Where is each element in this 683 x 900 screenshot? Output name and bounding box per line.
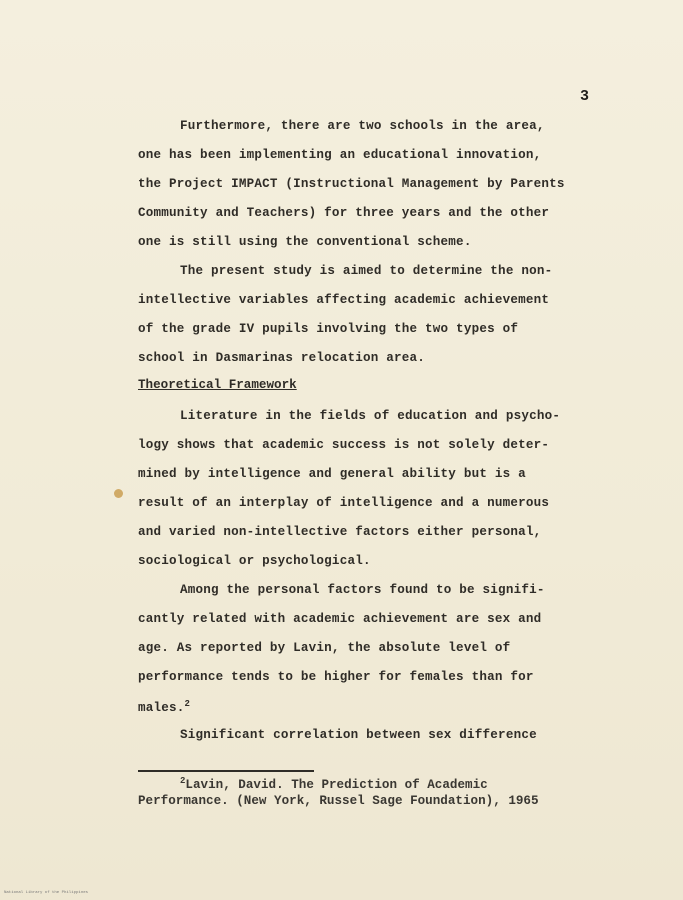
text-line: intellective variables affecting academic achievement bbox=[138, 293, 550, 307]
page-number: 3 bbox=[580, 88, 590, 105]
footnote-marker: 2 bbox=[180, 776, 186, 786]
text-line: one is still using the conventional scheme. bbox=[138, 235, 472, 249]
text-line: logy shows that academic success is not solely deter- bbox=[138, 438, 550, 452]
text-line: Furthermore, there are two schools in the area, bbox=[180, 119, 545, 133]
text-line: Literature in the fields of education and psycho- bbox=[180, 409, 561, 423]
text-fragment: males. bbox=[138, 701, 185, 716]
text-line: of the grade IV pupils involving the two types of bbox=[138, 322, 519, 336]
text-line: result of an interplay of intelligence and a numerous bbox=[138, 496, 550, 510]
text-line: mined by intelligence and general ability but is a bbox=[138, 467, 526, 481]
footnote-rule bbox=[138, 770, 314, 772]
section-heading: Theoretical Framework bbox=[138, 378, 297, 392]
text-line: Community and Teachers) for three years and the other bbox=[138, 206, 550, 220]
text-line: school in Dasmarinas relocation area. bbox=[138, 351, 426, 365]
footnote-reference: 2 bbox=[184, 699, 191, 709]
ink-stain bbox=[114, 489, 123, 498]
text-line: Significant correlation between sex difference bbox=[180, 728, 537, 742]
footnote-line bbox=[180, 776, 488, 792]
text-line: age. As reported by Lavin, the absolute level of bbox=[138, 641, 511, 655]
text-line: performance tends to be higher for females than for bbox=[138, 670, 534, 684]
text-line bbox=[138, 699, 190, 715]
text-line: cantly related with academic achievement are sex and bbox=[138, 612, 542, 626]
footnote-text: Lavin, David. The Prediction of Academic bbox=[185, 778, 488, 793]
text-line: the Project IMPACT (Instructional Management by Parents bbox=[138, 177, 565, 191]
footnote-line: Performance. (New York, Russel Sage Foundation), 1965 bbox=[138, 794, 539, 808]
text-line: The present study is aimed to determine the non- bbox=[180, 264, 553, 278]
text-line: one has been implementing an educational innovation, bbox=[138, 148, 542, 162]
text-line: sociological or psychological. bbox=[138, 554, 371, 568]
text-line: and varied non-intellective factors either personal, bbox=[138, 525, 542, 539]
text-line: Among the personal factors found to be signifi- bbox=[180, 583, 545, 597]
archive-credit: National Library of the Philippines bbox=[4, 891, 89, 895]
